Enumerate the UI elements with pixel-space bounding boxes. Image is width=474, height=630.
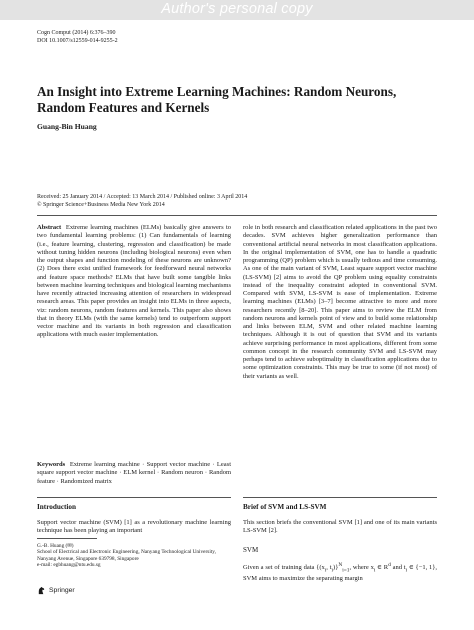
paper-title: An Insight into Extreme Learning Machines: Random Neurons, Random Features and Kernels [37, 84, 397, 115]
svm-text-k: ∈ {−1, 1}, SVM aims to maximize the separating margin [243, 564, 437, 583]
header-rule [37, 215, 437, 216]
author-footnote [37, 543, 231, 569]
brief-text: This section briefs the conventional SVM [1] and one of its main variants LS-SVM [2]. [243, 519, 437, 535]
intro-rule [37, 497, 231, 498]
svm-text-a: Given a set of training data {(x [243, 564, 325, 572]
svm-subheading: SVM [243, 546, 259, 554]
brief-heading: Brief of SVM and LS-SVM [243, 503, 327, 511]
footnote-author: G.-B. Huang (✉) [37, 543, 74, 549]
abstract [37, 224, 231, 340]
svm-text-c: , t [326, 564, 332, 572]
abstract-label: Abstract [37, 224, 62, 231]
svm-text-b3: i [373, 567, 376, 574]
keywords [37, 461, 231, 486]
introduction-heading: Introduction [37, 503, 77, 511]
svm-text-e: N [338, 562, 343, 568]
footnote-rule [37, 538, 97, 539]
brief-rule [243, 497, 437, 498]
springer-logo [37, 586, 75, 595]
svm-text-b4: i [405, 567, 408, 574]
svm-text-h: ∈ R [375, 564, 389, 572]
springer-label: Springer [49, 587, 75, 594]
svm-text [243, 561, 437, 584]
svm-text-f: i=1 [342, 567, 350, 574]
footnote-affiliation: School of Electrical and Electronic Engineering, Nanyang Technological University, Nanyang Avenue, Singapore 639798, Singapore [37, 549, 216, 562]
right-column-text: role in both research and classification related applications in the past two decades. SVM achieves higher generalization performance than conventional artificial neural networks in most classification applications. In the original implementation of SVM, one has to handle a quadratic programming (QP) problem which is usually tedious and time consuming. As one of the main variant of SVM, Least square support vector machine (LS-SVM) [2] aims to avoid the QP problem using equality constraints instead of the inequality constraint adopted in conventional SVM. Compared with SVM, LS-SVM is ease of implementation. Extreme learning machines (ELMs) [3–7] become attractive to more and more researchers recently [8–20]. This paper aims to review the ELM from random neurons and kernels point of view and to build some relationship and links between ELM, SVM and other related machine learning techniques. Although it is out of question that SVM and its variants achieve surprising performance in most applications, different from some common concept in the research community SVM and LS-SVM may perhaps tend to achieve suboptimality in classification applications due to some optimization constraints. This may be true to some (if not most) of their variants as well. [243, 224, 437, 380]
journal-doi: DOI 10.1007/s12559-014-9255-2 [37, 37, 118, 44]
journal-info [37, 30, 118, 45]
keywords-text: Extreme learning machine · Support vector machine · Least square support vector machine · ELM kernel · Random neuron · Random feature · Randomized matrix [37, 461, 232, 485]
received-dates: Received: 25 January 2014 / Accepted: 13 March 2014 / Published online: 3 April 2014 [37, 194, 248, 200]
svm-text-g: , where x [349, 564, 374, 572]
publication-history [37, 194, 437, 209]
svm-text-i: d [388, 562, 391, 568]
watermark: Author's personal copy [161, 1, 313, 17]
introduction-text: Support vector machine (SVM) [1] as a revolutionary machine learning technique has been playing an important [37, 519, 231, 535]
author-name: Guang-Bin Huang [37, 122, 97, 131]
abstract-text: Extreme learning machines (ELMs) basically give answers to two fundamental learning problems: (1) Can fundamentals of learning (i.e., feature learning, clustering, regression and classification) be made without tuning hidden neurons (including biological neurons) even when the output shapes and function modeling of these neurons are unknown? (2) Does there exist unified framework for feedforward neural networks and feature space methods? ELMs that have built some tangible links between machine learning techniques and biological learning mechanisms have recently attracted increasing attention of researchers in widespread research areas. This paper provides an insight into ELMs in three aspects, viz: random neurons, random features and kernels. This paper also shows that in theory ELMs (with the same kernels) tend to outperform support vector machine and its variants in both regression and classification applications with much easier implementation. [37, 224, 231, 339]
keywords-label: Keywords [37, 461, 66, 468]
svm-text-j: and t [390, 564, 406, 572]
svm-text-b2: i [331, 567, 334, 574]
svm-text-b: i [324, 567, 327, 574]
journal-citation: Cogn Comput (2014) 6:376–390 [37, 30, 116, 36]
svm-text-d: )} [333, 564, 339, 572]
springer-horse-icon [37, 586, 46, 595]
footnote-email: e-mail: egbhuang@ntu.edu.sg [37, 562, 101, 569]
copyright-line: © Springer Science+Business Media New York 2014 [37, 201, 165, 208]
